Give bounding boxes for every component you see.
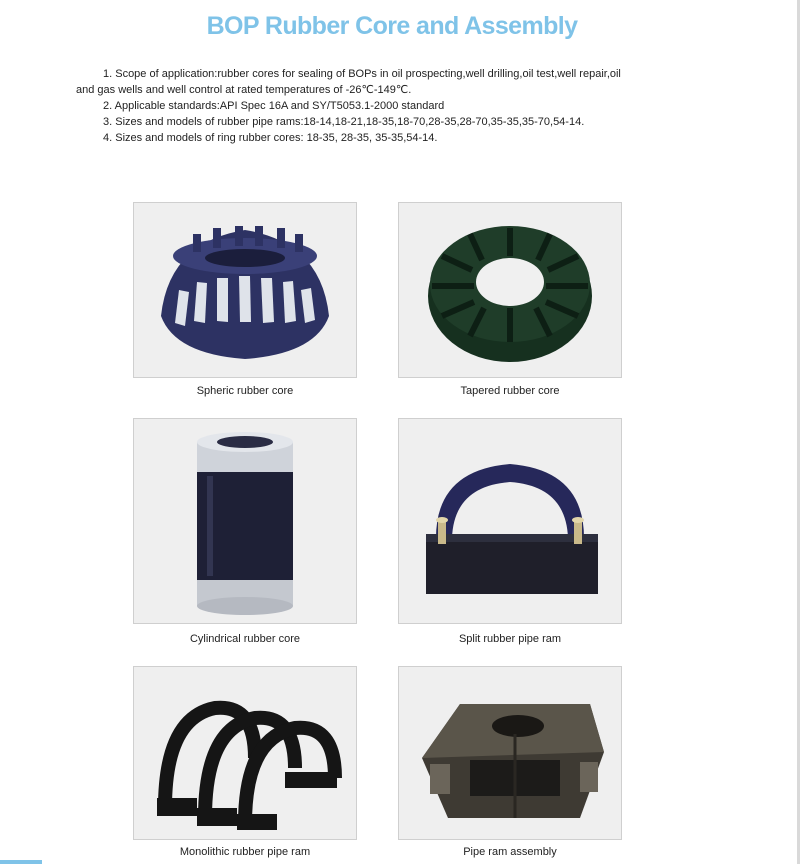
pipe-ram-assembly-illustration [400,668,620,838]
spec-item-1-line-1: 1. Scope of application:rubber cores for sealing of BOPs in oil prospecting,well drilling,oil test,well repair,oil [103,68,621,80]
cylindrical-rubber-core-illustration [135,420,355,622]
caption-cylindrical-rubber-core: Cylindrical rubber core [189,633,301,645]
spec-item-3: 3. Sizes and models of rubber pipe rams:18-14,18-21,18-35,18-70,28-35,28-70,35-35,35-70,54-14. [103,116,585,128]
spec-list [76,66,716,146]
product-image-monolithic-rubber-pipe-ram [133,666,357,840]
caption-pipe-ram-assembly: Pipe ram assembly [463,846,557,858]
caption-split-rubber-pipe-ram: Split rubber pipe ram [458,633,562,645]
caption-monolithic-rubber-pipe-ram: Monolithic rubber pipe ram [179,846,311,858]
product-image-pipe-ram-assembly [398,666,622,840]
product-image-spheric-rubber-core [133,202,357,378]
caption-tapered-rubber-core: Tapered rubber core [460,385,560,397]
spheric-rubber-core-illustration [135,204,355,376]
spec-item-2: 2. Applicable standards:API Spec 16A and SY/T5053.1-2000 standard [103,100,445,112]
tapered-rubber-core-illustration [400,204,620,376]
caption-spheric-rubber-core: Spheric rubber core [196,385,294,397]
spec-item-1-line-2: and gas wells and well control at rated temperatures of -26℃-149℃. [76,84,412,96]
product-image-split-rubber-pipe-ram [398,418,622,624]
page-title: BOP Rubber Core and Assembly [206,12,578,40]
monolithic-rubber-pipe-ram-illustration [135,668,355,838]
spec-item-4: 4. Sizes and models of ring rubber cores: 18-35, 28-35, 35-35,54-14. [103,132,438,144]
corner-accent [0,860,42,864]
product-image-cylindrical-rubber-core [133,418,357,624]
split-rubber-pipe-ram-illustration [400,420,620,622]
product-image-tapered-rubber-core [398,202,622,378]
